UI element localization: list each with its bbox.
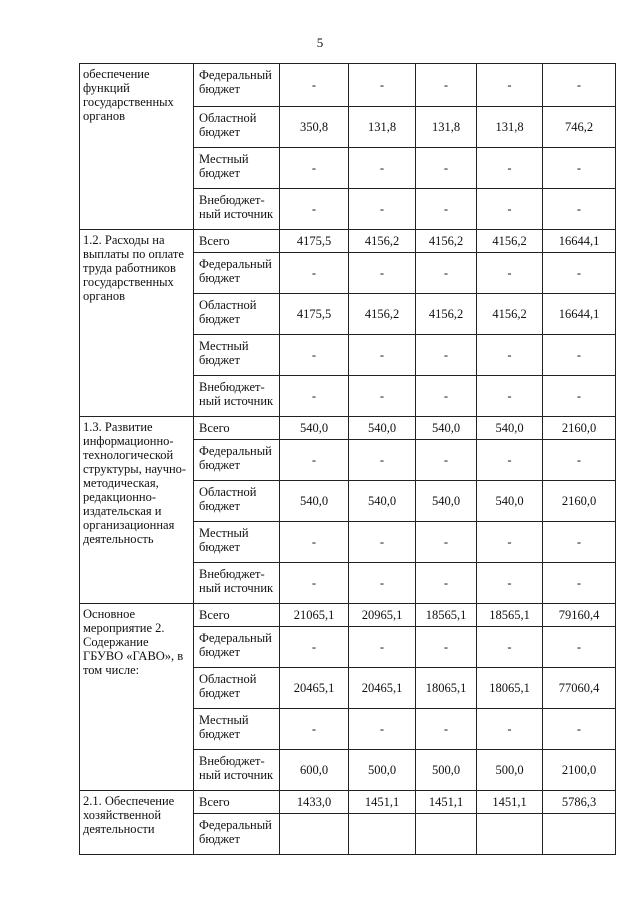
value-cell: - — [543, 148, 616, 189]
table-row — [80, 791, 616, 814]
value-cell: 20965,1 — [349, 604, 416, 627]
value-cell: - — [416, 148, 477, 189]
value-cell: - — [349, 627, 416, 668]
value-cell: 18565,1 — [477, 604, 543, 627]
value-cell: - — [477, 189, 543, 230]
value-cell: 18065,1 — [477, 668, 543, 709]
value-cell: - — [416, 563, 477, 604]
value-cell: 2160,0 — [543, 481, 616, 522]
value-cell: 16644,1 — [543, 230, 616, 253]
value-cell: 131,8 — [477, 107, 543, 148]
value-cell: 4175,5 — [280, 230, 349, 253]
value-cell: - — [416, 335, 477, 376]
table-row — [80, 604, 616, 627]
funding-source-federal: Федеральный бюджет — [194, 814, 280, 855]
value-cell: 746,2 — [543, 107, 616, 148]
table-row — [80, 417, 616, 440]
value-cell: - — [543, 627, 616, 668]
value-cell: 2160,0 — [543, 417, 616, 440]
value-cell: - — [280, 335, 349, 376]
program-name-cell: 2.1. Обеспечение хозяйственной деятельности — [80, 791, 194, 855]
value-cell: - — [543, 335, 616, 376]
value-cell: 4156,2 — [416, 230, 477, 253]
value-cell: - — [477, 440, 543, 481]
value-cell: 540,0 — [416, 481, 477, 522]
funding-source-regional: Областной бюджет — [194, 107, 280, 148]
value-cell: - — [416, 522, 477, 563]
value-cell: - — [349, 709, 416, 750]
value-cell: - — [477, 627, 543, 668]
value-cell: - — [349, 563, 416, 604]
table-row — [80, 230, 616, 253]
value-cell: - — [543, 253, 616, 294]
value-cell: 4156,2 — [349, 230, 416, 253]
value-cell: 350,8 — [280, 107, 349, 148]
value-cell: 1451,1 — [416, 791, 477, 814]
value-cell: - — [477, 253, 543, 294]
page-number: 5 — [316, 35, 324, 50]
value-cell: 540,0 — [477, 417, 543, 440]
value-cell: - — [543, 189, 616, 230]
value-cell: - — [280, 253, 349, 294]
value-cell: - — [280, 627, 349, 668]
value-cell: - — [543, 522, 616, 563]
value-cell: - — [477, 148, 543, 189]
funding-source-total: Всего — [194, 230, 280, 253]
value-cell: - — [416, 440, 477, 481]
value-cell: - — [349, 522, 416, 563]
value-cell: 540,0 — [349, 481, 416, 522]
value-cell: 2100,0 — [543, 750, 616, 791]
funding-source-extrabudget: Внебюджет-ный источник — [194, 376, 280, 417]
table-row — [80, 64, 616, 107]
value-cell: - — [280, 376, 349, 417]
value-cell: - — [543, 64, 616, 107]
value-cell: - — [349, 64, 416, 107]
value-cell: 4175,5 — [280, 294, 349, 335]
funding-source-total: Всего — [194, 791, 280, 814]
value-cell: 540,0 — [416, 417, 477, 440]
funding-source-extrabudget: Внебюджет-ный источник — [194, 189, 280, 230]
value-cell: - — [477, 522, 543, 563]
value-cell: 18065,1 — [416, 668, 477, 709]
value-cell: - — [280, 148, 349, 189]
value-cell: 540,0 — [477, 481, 543, 522]
funding-source-total: Всего — [194, 604, 280, 627]
value-cell: - — [477, 563, 543, 604]
value-cell — [280, 814, 349, 855]
funding-source-regional: Областной бюджет — [194, 294, 280, 335]
value-cell: - — [349, 440, 416, 481]
value-cell: - — [543, 440, 616, 481]
value-cell: - — [543, 563, 616, 604]
funding-source-local: Местный бюджет — [194, 709, 280, 750]
value-cell: 5786,3 — [543, 791, 616, 814]
value-cell — [477, 814, 543, 855]
value-cell: - — [477, 709, 543, 750]
funding-source-extrabudget: Внебюджет-ный источник — [194, 563, 280, 604]
value-cell: 21065,1 — [280, 604, 349, 627]
budget-table — [79, 63, 616, 855]
program-name-cell: Основное мероприятие 2. Содержание ГБУВО «ГАВО», в том числе: — [80, 604, 194, 791]
value-cell: - — [477, 335, 543, 376]
value-cell: 540,0 — [280, 481, 349, 522]
value-cell: 20465,1 — [349, 668, 416, 709]
funding-source-local: Местный бюджет — [194, 522, 280, 563]
funding-source-regional: Областной бюджет — [194, 481, 280, 522]
value-cell: - — [349, 335, 416, 376]
value-cell: 500,0 — [416, 750, 477, 791]
value-cell: - — [349, 253, 416, 294]
value-cell: - — [280, 189, 349, 230]
value-cell: 4156,2 — [416, 294, 477, 335]
funding-source-federal: Федеральный бюджет — [194, 627, 280, 668]
value-cell: 1451,1 — [477, 791, 543, 814]
funding-source-extrabudget: Внебюджет-ный источник — [194, 750, 280, 791]
value-cell: - — [543, 709, 616, 750]
funding-source-total: Всего — [194, 417, 280, 440]
program-name-cell: 1.3. Развитие информационно-технологической структуры, научно-методическая, редакционно-издательская и организационная деятельность — [80, 417, 194, 604]
value-cell: 131,8 — [349, 107, 416, 148]
value-cell: 79160,4 — [543, 604, 616, 627]
value-cell: - — [280, 64, 349, 107]
value-cell: - — [280, 522, 349, 563]
value-cell: 20465,1 — [280, 668, 349, 709]
value-cell: - — [416, 64, 477, 107]
funding-source-local: Местный бюджет — [194, 148, 280, 189]
funding-source-federal: Федеральный бюджет — [194, 64, 280, 107]
value-cell: - — [416, 189, 477, 230]
value-cell — [349, 814, 416, 855]
value-cell: - — [477, 64, 543, 107]
value-cell: 131,8 — [416, 107, 477, 148]
value-cell: - — [416, 709, 477, 750]
value-cell: 500,0 — [477, 750, 543, 791]
program-name-cell: 1.2. Расходы на выплаты по оплате труда работников государственных органов — [80, 230, 194, 417]
value-cell: - — [416, 376, 477, 417]
value-cell: 4156,2 — [349, 294, 416, 335]
value-cell: - — [416, 253, 477, 294]
funding-source-federal: Федеральный бюджет — [194, 253, 280, 294]
value-cell: 540,0 — [280, 417, 349, 440]
value-cell: - — [349, 148, 416, 189]
value-cell: - — [349, 189, 416, 230]
value-cell: 18565,1 — [416, 604, 477, 627]
value-cell: 16644,1 — [543, 294, 616, 335]
funding-source-regional: Областной бюджет — [194, 668, 280, 709]
program-name-cell: обеспечение функций государственных органов — [80, 64, 194, 230]
value-cell: 1451,1 — [349, 791, 416, 814]
value-cell: 540,0 — [349, 417, 416, 440]
value-cell: - — [280, 440, 349, 481]
value-cell: 4156,2 — [477, 230, 543, 253]
value-cell: - — [280, 563, 349, 604]
value-cell: - — [349, 376, 416, 417]
funding-source-local: Местный бюджет — [194, 335, 280, 376]
value-cell: 1433,0 — [280, 791, 349, 814]
value-cell: - — [416, 627, 477, 668]
value-cell: 600,0 — [280, 750, 349, 791]
value-cell — [416, 814, 477, 855]
value-cell: - — [477, 376, 543, 417]
value-cell: 4156,2 — [477, 294, 543, 335]
value-cell: 77060,4 — [543, 668, 616, 709]
value-cell: - — [280, 709, 349, 750]
value-cell: 500,0 — [349, 750, 416, 791]
funding-source-federal: Федеральный бюджет — [194, 440, 280, 481]
value-cell: - — [543, 376, 616, 417]
value-cell — [543, 814, 616, 855]
